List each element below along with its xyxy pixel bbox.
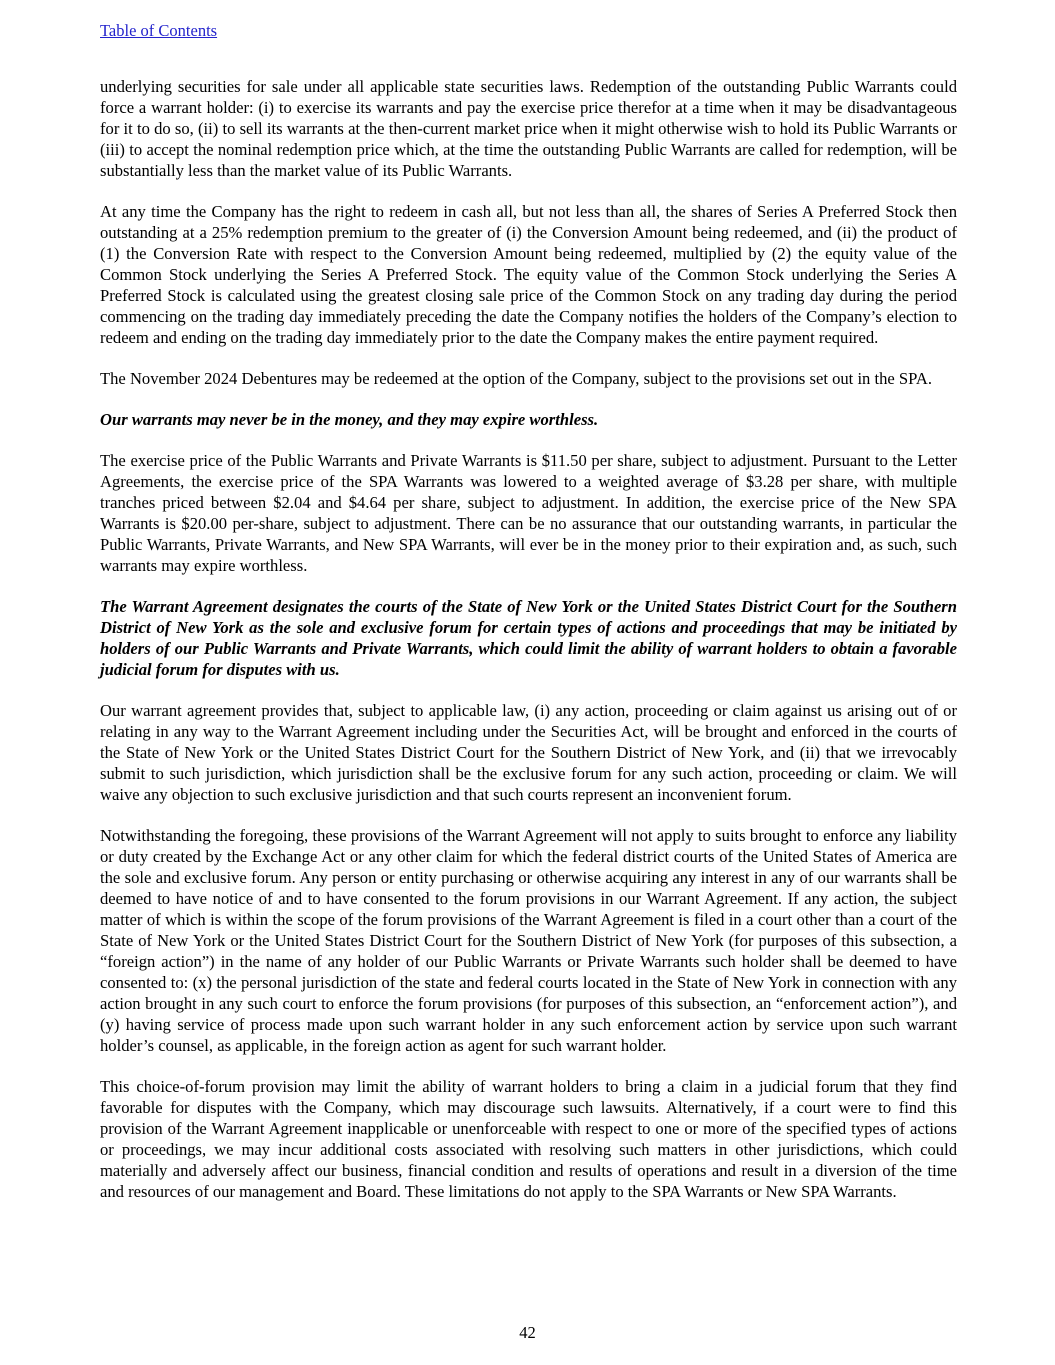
body-paragraph: Notwithstanding the foregoing, these provisions of the Warrant Agreement will not apply to suits brought to enforce any liability or duty created by the Exchange Act or any other claim for which the federal district courts of the United States of America are the sole and exclusive forum. Any person or entity purchasing or otherwise acquiring any interest in any of our warrants shall be deemed to have notice of and to have consented to the forum provisions in our Warrant Agreement. If any action, the subject matter of which is within the scope of the forum provisions of the Warrant Agreement is filed in a court other than a court of the State of New York or the United States District Court for the Southern District of New York (for purposes of this subsection, a “foreign action”) in the name of any holder of our Public Warrants or Private Warrants such holder shall be deemed to have consented to: (x) the personal jurisdiction of the state and federal courts located in the State of New York in connection with any action brought in any such court to enforce the forum provisions (for purposes of this subsection, an “enforcement action”), and (y) having service of process made upon such warrant holder in any such enforcement action by service upon such warrant holder’s counsel, as applicable, in the foreign action as agent for such warrant holder.	[100, 826, 957, 1055]
risk-factor-heading: Our warrants may never be in the money, and they may expire worthless.	[100, 410, 599, 429]
body-paragraph: Our warrant agreement provides that, subject to applicable law, (i) any action, proceeding or claim against us arising out of or relating in any way to the Warrant Agreement including under the Securities Act, will be brought and enforced in the courts of the State of New York or the United States District Court for the Southern District of New York, and (ii) that we irrevocably submit to such jurisdiction, which jurisdiction shall be the exclusive forum for any such action, proceeding or claim. We will waive any objection to such exclusive jurisdiction and that such courts represent an inconvenient forum.	[100, 701, 957, 804]
body-paragraph: This choice-of-forum provision may limit the ability of warrant holders to bring a claim in a judicial forum that they find favorable for disputes with the Company, which may discourage such lawsuits. Alternatively, if a court were to find this provision of the Warrant Agreement inapplicable or unenforceable with respect to one or more of the specified types of actions or proceedings, we may incur additional costs associated with resolving such matters in other jurisdictions, which could materially and adversely affect our business, financial condition and results of operations and result in a diversion of the time and resources of our management and Board. These limitations do not apply to the SPA Warrants or New SPA Warrants.	[100, 1077, 957, 1201]
body-paragraph: underlying securities for sale under all applicable state securities laws. Redemption of the outstanding Public Warrants could force a warrant holder: (i) to exercise its warrants and pay the exercise price therefor at a time when it may be disadvantageous for it to do so, (ii) to sell its warrants at the then-current market price when it might otherwise wish to hold its Public Warrants or (iii) to accept the nominal redemption price which, at the time the outstanding Public Warrants are called for redemption, will be substantially less than the market value of its Public Warrants.	[100, 77, 957, 180]
table-of-contents-link[interactable]: Table of Contents	[100, 21, 218, 40]
risk-factor-heading: The Warrant Agreement designates the courts of the State of New York or the United States District Court for the Southern District of New York as the sole and exclusive forum for certain types of actions and proceedings that may be initiated by holders of our Public Warrants and Private Warrants, which could limit the ability of warrant holders to obtain a favorable judicial forum for disputes with us.	[100, 597, 957, 679]
body-paragraph: The November 2024 Debentures may be redeemed at the option of the Company, subject to the provisions set out in the SPA.	[100, 369, 932, 388]
page-number: 42	[519, 1323, 536, 1342]
body-paragraph: At any time the Company has the right to redeem in cash all, but not less than all, the shares of Series A Preferred Stock then outstanding at a 25% redemption premium to the greater of (i) the Conversion Amount being redeemed, and (ii) the product of (1) the Conversion Rate with respect to the Conversion Amount being redeemed, multiplied by (2) the equity value of the Common Stock underlying the Series A Preferred Stock. The equity value of the Common Stock underlying the Series A Preferred Stock is calculated using the greatest closing sale price of the Common Stock on any trading day during the period commencing on the trading day immediately preceding the date the Company notifies the holders of the Company’s election to redeem and ending on the trading day immediately prior to the date the Company makes the entire payment required.	[100, 202, 957, 347]
body-paragraph: The exercise price of the Public Warrants and Private Warrants is $11.50 per share, subject to adjustment. Pursuant to the Letter Agreements, the exercise price of the SPA Warrants was lowered to a weighted average of $3.28 per share, with multiple tranches priced between $2.04 and $4.64 per share, subject to adjustment. In addition, the exercise price of the New SPA Warrants is $20.00 per-share, subject to adjustment. There can be no assurance that our outstanding warrants, in particular the Public Warrants, Private Warrants, and New SPA Warrants, will ever be in the money prior to their expiration and, as such, such warrants may expire worthless.	[100, 451, 957, 575]
document-content	[100, 20, 957, 1202]
